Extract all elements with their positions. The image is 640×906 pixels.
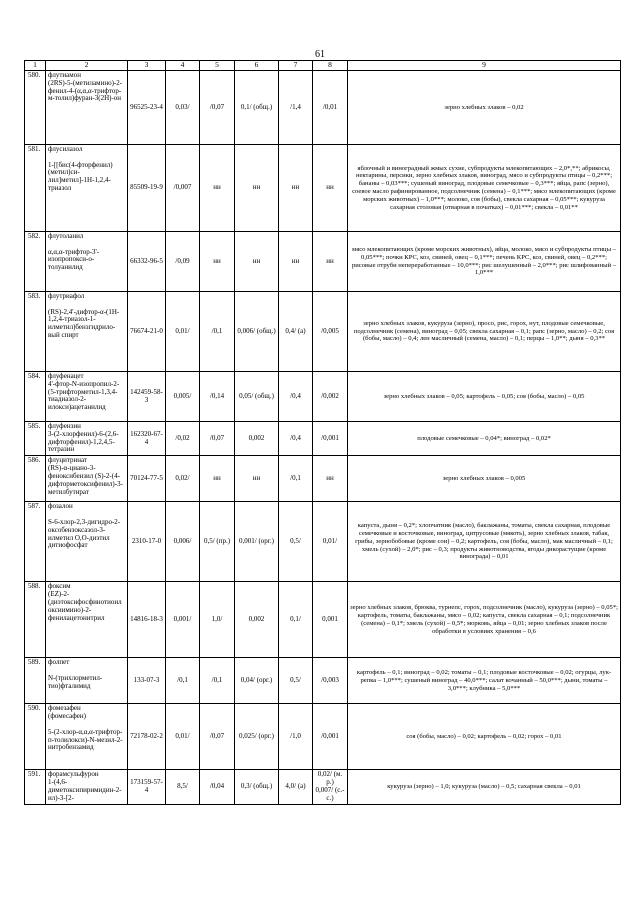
- table-row: [25, 502, 621, 582]
- value-col-7: нн: [279, 145, 313, 232]
- value-col-7: нн: [279, 232, 313, 292]
- value-col-4: /0,1: [166, 658, 200, 704]
- value-col-5: нн: [200, 145, 235, 232]
- residue-limits: зерно хлебных злаков – 0,005: [348, 456, 621, 502]
- value-col-4: 0,03/: [166, 71, 200, 145]
- value-col-5: /0,1: [200, 658, 235, 704]
- value-col-5: /0,14: [200, 372, 235, 422]
- value-col-7: /1,4: [279, 71, 313, 145]
- value-col-7: 0,5/: [279, 658, 313, 704]
- value-col-4: 0,01/: [166, 292, 200, 372]
- value-col-5: нн: [200, 456, 235, 502]
- value-col-6: 0,002: [235, 422, 279, 456]
- entry-number: 582.: [25, 232, 46, 292]
- value-col-8: 0,02/ (м. р.) 0,007/ (с.-с.): [313, 770, 348, 804]
- table-row: [25, 658, 621, 704]
- value-col-7: 4,0/ (а): [279, 770, 313, 804]
- cas-number: 162320-67-4: [128, 422, 166, 456]
- value-col-4: 8,5/: [166, 770, 200, 804]
- entry-number: 585.: [25, 422, 46, 456]
- value-col-4: /0,09: [166, 232, 200, 292]
- substance-name: фозалон S-6-хлор-2,3-дигидро-2-оксобензоксазол-3-илметил O,O-диэтил дитиофосфат: [46, 502, 128, 582]
- value-col-6: 0,3/ (общ.): [235, 770, 279, 804]
- value-col-6: 0,1/ (общ.): [235, 71, 279, 145]
- residue-limits: зерно хлебных злаков, кукуруза (зерно), просо, рис, горох, нут, плодовые семечковые, подсолнечник (семена), виноград – 0,05; свекла сахарная – 0,1; рапс (зерно, масло) – 0,2; соя (бобы, масло) – 0,4; лен масличный (семена, масло) – 0,1; перцы – 1,0**; дыня – 0,3**: [348, 292, 621, 372]
- value-col-4: 0,005/: [166, 372, 200, 422]
- cas-number: 85509-19-9: [128, 145, 166, 232]
- value-col-5: /0,07: [200, 71, 235, 145]
- value-col-5: 1,0/: [200, 582, 235, 658]
- value-col-6: 0,05/ (общ.): [235, 372, 279, 422]
- cas-number: 76674-21-0: [128, 292, 166, 372]
- substance-name: флутоланил α,α,α-трифтор-3'-изопропокси-о-толуанилид: [46, 232, 128, 292]
- table-row: [25, 704, 621, 770]
- residue-limits: соя (бобы, масло) – 0,02; картофель – 0,02; горох – 0,01: [348, 704, 621, 770]
- table-row: [25, 422, 621, 456]
- table-row: [25, 292, 621, 372]
- cas-number: 70124-77-5: [128, 456, 166, 502]
- residue-limits: яблочный и виноградный жмых сухие, субпродукты млекопитающих – 2,0*,**; абрикосы, нектарины, персики, зерно хлебных злаков, виноград, мясо и субпродукты птицы – 0,2***; бананы – 0,03***; сушеный виноград, плодовые семечковые – 0,3***; яйца, рапс (зерно), соевое масло рафинированное, подсолнечник (семена) – 0,1***; мясо млекопитающих (кроме морских животных) – 1,0***; молоко, соя (бобы), свекла сахарная – 0,05***; кукуруза сахарная столовая (отварная в початках) – 0,01***; свекла – 0,01**: [348, 145, 621, 232]
- value-col-6: нн: [235, 456, 279, 502]
- value-col-7: /1,0: [279, 704, 313, 770]
- substance-name: флутиамон (2RS)-5-(метиламино)-2-фенил-4-(α,α,α-трифтор-м-толил)фуран-3(2H)-он: [46, 71, 128, 145]
- entry-number: 583.: [25, 292, 46, 372]
- header-cell: 2: [46, 61, 128, 71]
- value-col-5: /0,07: [200, 704, 235, 770]
- entry-number: 586.: [25, 456, 46, 502]
- table-row: [25, 232, 621, 292]
- substance-name: форамсульфурон 1-(4,6-диметоксипиримидин-2-ил)-3-[2-: [46, 770, 128, 804]
- residue-limits: плодовые семечковые – 0,04*; виноград – 0,02*: [348, 422, 621, 456]
- residue-limits: капуста, дыня – 0,2*; хлопчатник (масло), баклажаны, томаты, свекла сахарная, плодовые семечковые и косточковые, виноград, цитрусовые (мякоть), зерно хлебных злаков, табак, грибы, зернобобовые (кроме сои) – 0,2; картофель, соя (бобы, масло), мак масличный – 0,1; хмель (сухой) – 2,0*; рис – 0,3; продукты животноводства, ягоды дикорастущие (кроме винограда) – 0,01: [348, 502, 621, 582]
- substance-name: фомезафен (фомесафен) 5-(2-хлор-α,α,α-трифтор-п-толилокси)-N-мезил-2-нитробензамид: [46, 704, 128, 770]
- residue-limits: мясо млекопитающих (кроме морских животных), яйца, молоко, мясо и субпродукты птицы – 0,05***; почки КРС, коз, свиней, овец – 0,1***; печень КРС, коз, свиней, овец – 0,2***; рисовые отруби непереработанные – 10,0***; рис шелушенный – 2,0***; рис шлифованный – 1,0***: [348, 232, 621, 292]
- value-col-8: /0,003: [313, 658, 348, 704]
- value-col-6: 0,04/ (орг.): [235, 658, 279, 704]
- header-cell: 1: [25, 61, 46, 71]
- header-cell: 5: [200, 61, 235, 71]
- substance-name: фоксим (EZ)-2-(диэтоксифосфинотиоилоксиимино)-2-фенилацетонитрил: [46, 582, 128, 658]
- value-col-7: /0,4: [279, 372, 313, 422]
- residue-limits: зерно хлебных злаков – 0,02: [348, 71, 621, 145]
- cas-number: 66332-96-5: [128, 232, 166, 292]
- value-col-4: 0,001/: [166, 582, 200, 658]
- value-col-8: /0,01: [313, 71, 348, 145]
- value-col-4: /0,02: [166, 422, 200, 456]
- value-col-6: 0,002: [235, 582, 279, 658]
- value-col-5: 0,5/ (пр.): [200, 502, 235, 582]
- table-row: [25, 456, 621, 502]
- value-col-8: нн: [313, 145, 348, 232]
- residue-limits: кукуруза (зерно) – 1,0; кукуруза (масло) – 0,5; сахарная свекла – 0,01: [348, 770, 621, 804]
- header-cell: 9: [348, 61, 621, 71]
- substance-name: флуфенацет 4'-фтор-N-изопропил-2-(5-трифторметил-1,3,4-тиадиазол-2-илокси)ацетанилид: [46, 372, 128, 422]
- substance-name: флуцитринат (RS)-α-циано-3-феноксибензил (S)-2-(4-дифторметоксифенил)-3-метилбутират: [46, 456, 128, 502]
- cas-number: 142459-58-3: [128, 372, 166, 422]
- residue-limits: зерно хлебных злаков – 0,05; картофель – 0,05; соя (бобы, масло) – 0,05: [348, 372, 621, 422]
- value-col-7: 0,5/: [279, 502, 313, 582]
- header-cell: 7: [279, 61, 313, 71]
- value-col-6: 0,001/ (орг.): [235, 502, 279, 582]
- entry-number: 581.: [25, 145, 46, 232]
- entry-number: 589.: [25, 658, 46, 704]
- substance-name: флусилазол 1-[[бис(4-фторфенил)(метил)си-лил]метил]-1H-1,2,4-триазол: [46, 145, 128, 232]
- value-col-6: нн: [235, 145, 279, 232]
- value-col-5: /0,1: [200, 292, 235, 372]
- value-col-8: /0,001: [313, 422, 348, 456]
- header-cell: 3: [128, 61, 166, 71]
- pesticide-table: [24, 60, 621, 805]
- value-col-7: /0,4: [279, 422, 313, 456]
- value-col-8: 0,001: [313, 582, 348, 658]
- page-number: 61: [315, 49, 325, 60]
- substance-name: флуфензин 3-(2-хлорфенил)-6-(2,6-дифторфенил)-1,2,4,5-тетразин: [46, 422, 128, 456]
- value-col-4: 0,02/: [166, 456, 200, 502]
- value-col-4: 0,01/: [166, 704, 200, 770]
- value-col-4: 0,006/: [166, 502, 200, 582]
- entry-number: 591.: [25, 770, 46, 804]
- value-col-8: /0,005: [313, 292, 348, 372]
- cas-number: 96525-23-4: [128, 71, 166, 145]
- entry-number: 580.: [25, 71, 46, 145]
- substance-name: флутриафол (RS)-2,4'-дифтор-α-(1H-1,2,4-триазол-1-илметил)бензгидрило-вый спирт: [46, 292, 128, 372]
- cas-number: 14816-18-3: [128, 582, 166, 658]
- table-row: [25, 145, 621, 232]
- value-col-8: нн: [313, 232, 348, 292]
- value-col-7: 0,1/: [279, 582, 313, 658]
- cas-number: 173159-57-4: [128, 770, 166, 804]
- value-col-8: 0,01/: [313, 502, 348, 582]
- value-col-6: нн: [235, 232, 279, 292]
- value-col-5: /0,04: [200, 770, 235, 804]
- value-col-6: 0,006/ (общ.): [235, 292, 279, 372]
- table-row: [25, 770, 621, 804]
- value-col-7: /0,1: [279, 456, 313, 502]
- header-cell: 8: [313, 61, 348, 71]
- value-col-8: /0,001: [313, 704, 348, 770]
- header-cell: 4: [166, 61, 200, 71]
- header-row: [25, 61, 621, 71]
- cas-number: 2310-17-0: [128, 502, 166, 582]
- substance-name: фолпет N-(трихлорметил-тио)фталимид: [46, 658, 128, 704]
- value-col-6: 0,025/ (орг.): [235, 704, 279, 770]
- table-row: [25, 372, 621, 422]
- entry-number: 590.: [25, 704, 46, 770]
- residue-limits: картофель – 0,1; виноград – 0,02; томаты – 0,1; плодовые косточковые – 0,02; огурцы, лук-репка – 1,0***; сушеный виноград – 40,0***; салат кочанный – 50,0***; дыни, томаты – 3,0***; клубника – 5,0***: [348, 658, 621, 704]
- value-col-8: /0,002: [313, 372, 348, 422]
- header-cell: 6: [235, 61, 279, 71]
- entry-number: 587.: [25, 502, 46, 582]
- cas-number: 72178-02-2: [128, 704, 166, 770]
- residue-limits: зерно хлебных злаков, брюква, турнепс, горох, подсолнечник (масло), кукуруза (зерно) – 0,05*; картофель, томаты, баклажаны, мясо – 0,02; капуста, свекла сахарная – 0,1; подсолнечник (семена) – 0,1*; хмель (сухой) – 0,5*; морковь, яйца – 0,01; зерно хлебных злаков после обработки в условиях хранения – 0,6: [348, 582, 621, 658]
- value-col-5: /0,07: [200, 422, 235, 456]
- value-col-5: нн: [200, 232, 235, 292]
- cas-number: 133-07-3: [128, 658, 166, 704]
- entry-number: 588.: [25, 582, 46, 658]
- value-col-4: /0,007: [166, 145, 200, 232]
- value-col-8: нн: [313, 456, 348, 502]
- table-row: [25, 71, 621, 145]
- value-col-7: 0,4/ (а): [279, 292, 313, 372]
- table-row: [25, 582, 621, 658]
- entry-number: 584.: [25, 372, 46, 422]
